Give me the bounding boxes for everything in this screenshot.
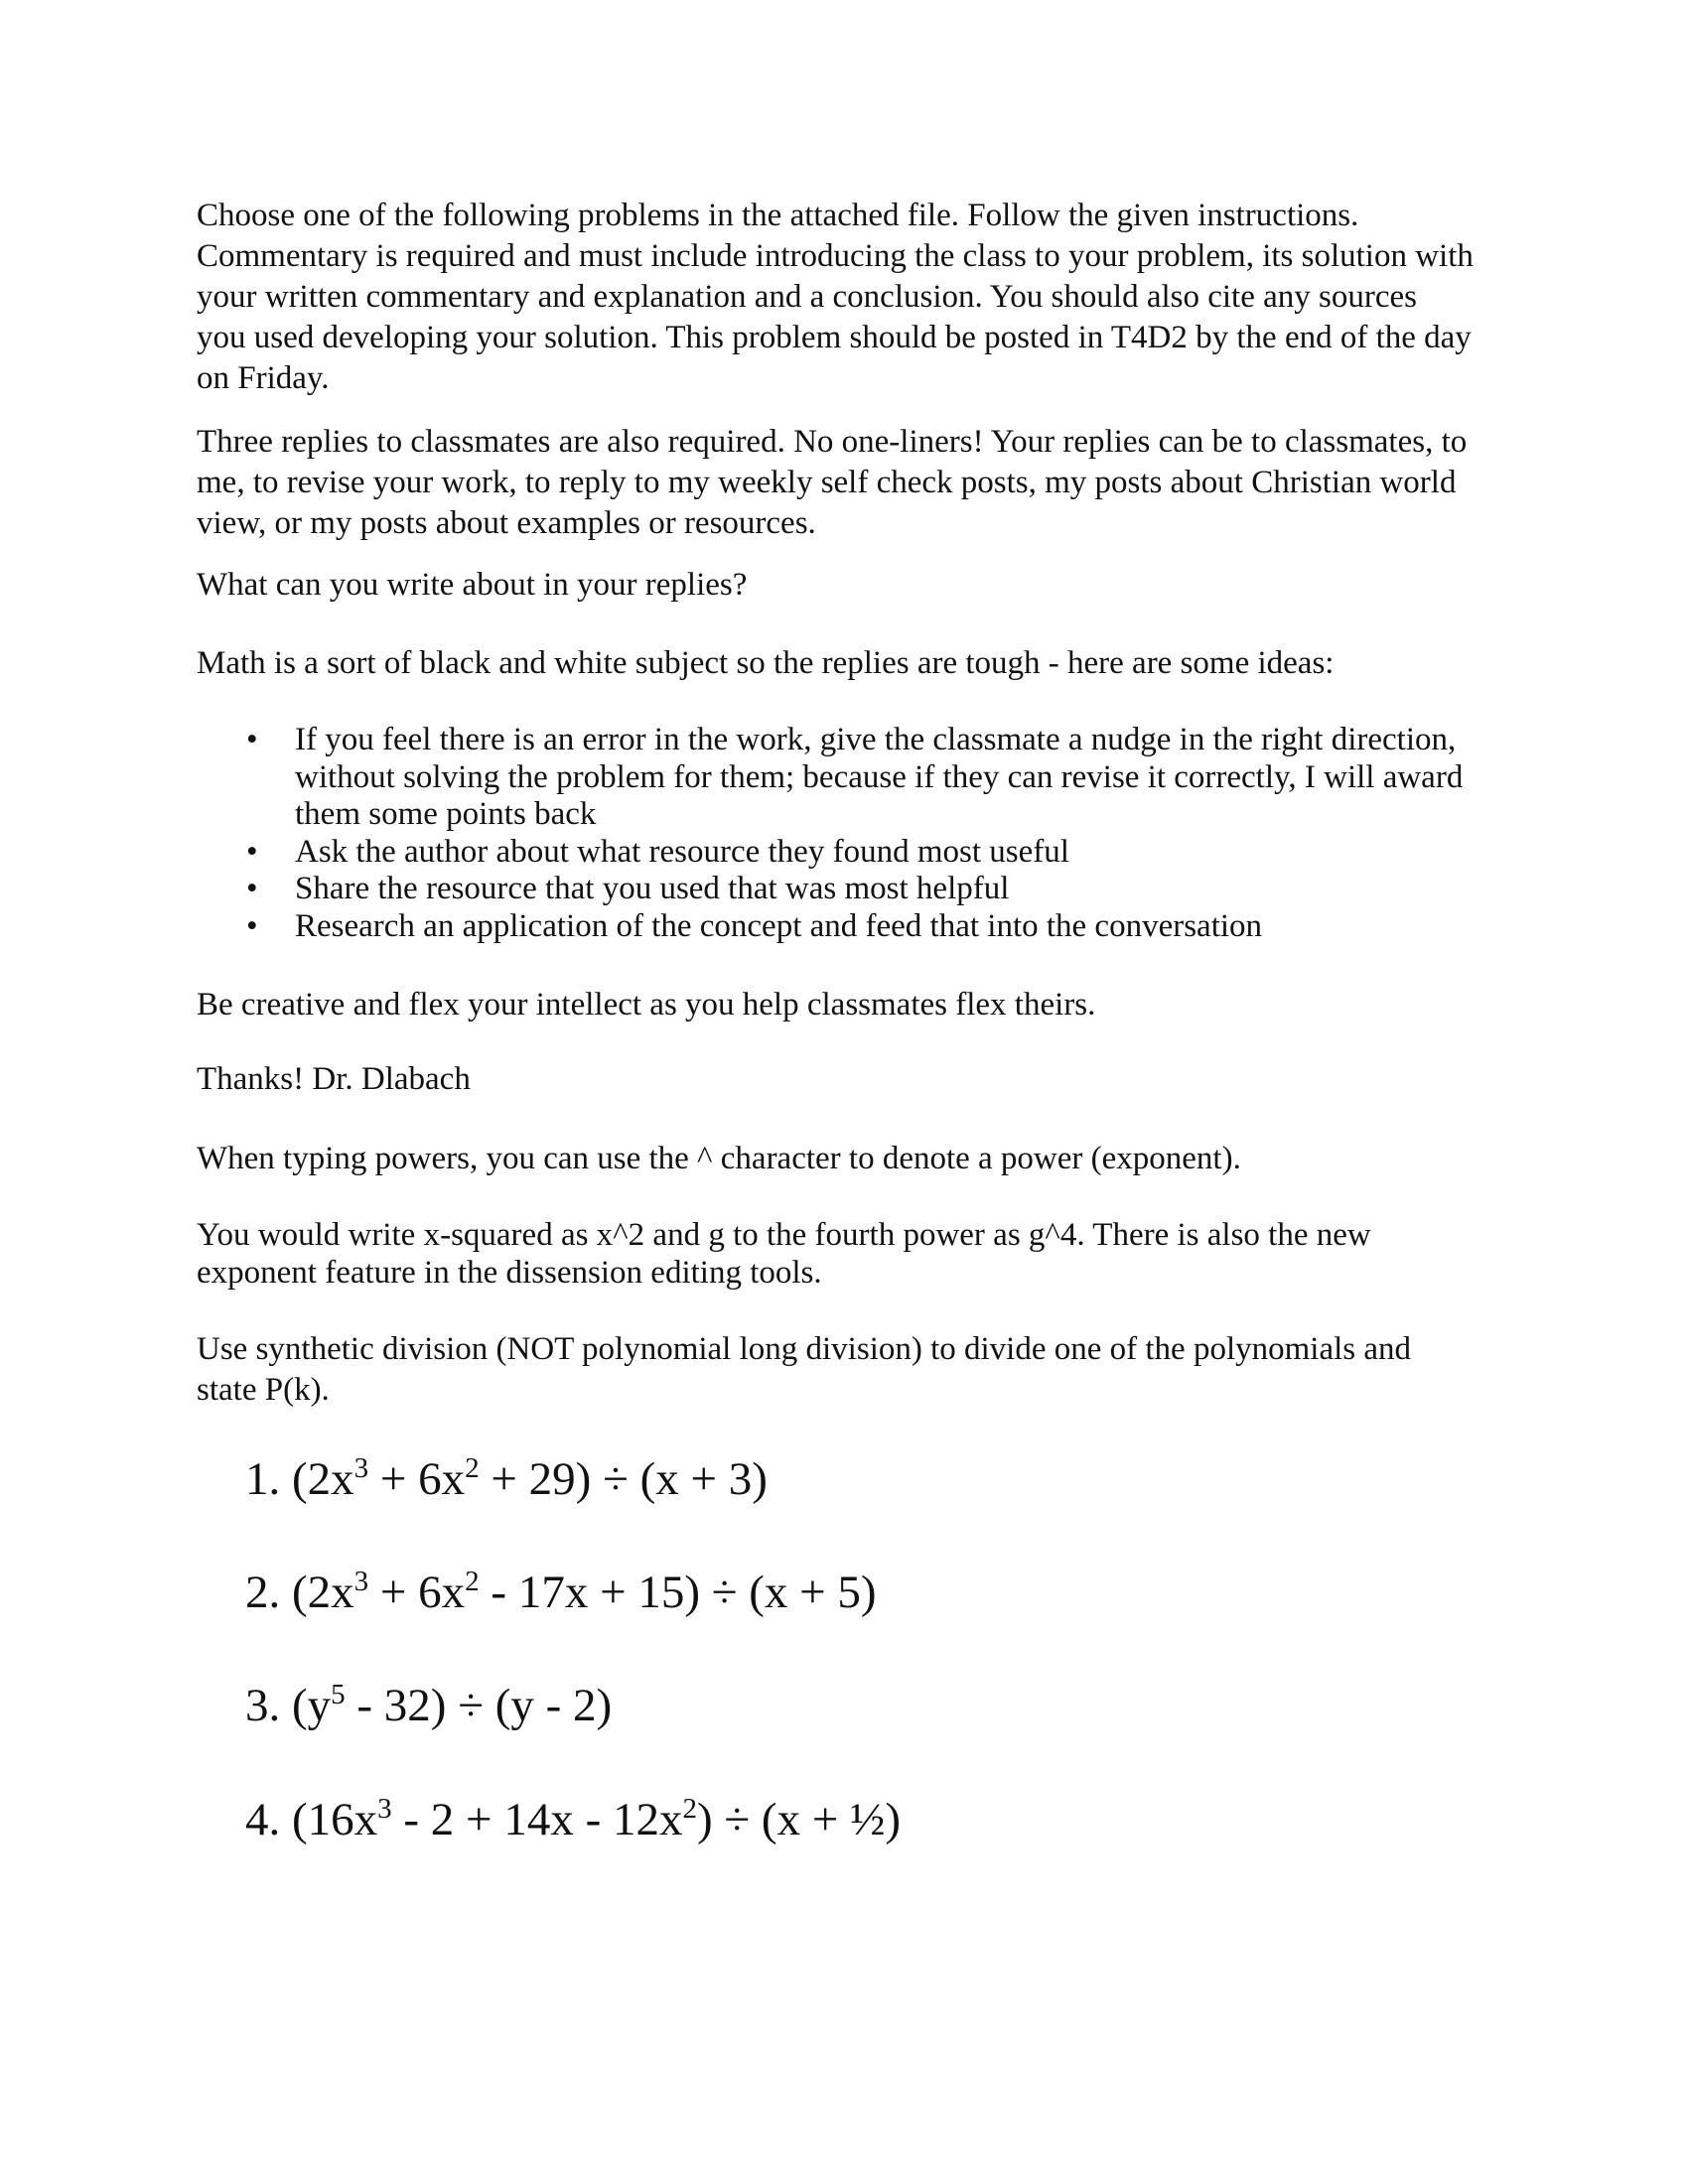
text-line: Ask the author about what resource they found most useful xyxy=(295,833,1069,870)
text-line: Use synthetic division (NOT polynomial long division) to divide one of the polynomials and xyxy=(197,1331,1412,1367)
text-line: your written commentary and explanation and a conclusion. You should also cite any sources xyxy=(197,279,1417,315)
creative-paragraph xyxy=(197,985,1095,1025)
ideas-intro xyxy=(197,643,1334,684)
text-line: exponent feature in the dissension editing tools. xyxy=(197,1254,822,1291)
bullet-icon: • xyxy=(246,833,258,870)
bullet-icon: • xyxy=(246,907,258,944)
expression-text: - 17x + 15) ÷ (x + 5) xyxy=(479,1567,877,1618)
expression-text: 2. (2x xyxy=(245,1567,354,1618)
expression-text: + 6x xyxy=(368,1567,466,1618)
expression-text: 1. (2x xyxy=(245,1453,354,1505)
task-paragraph xyxy=(197,1329,1411,1411)
text-line: me, to revise your work, to reply to my weekly self check posts, my posts about Christian world xyxy=(197,465,1457,500)
text-line: When typing powers, you can use the ^ character to denote a power (exponent). xyxy=(197,1141,1241,1176)
intro-paragraph xyxy=(197,196,1474,399)
bullet-icon: • xyxy=(246,722,258,757)
list-item xyxy=(197,722,1463,834)
expression-text: - 2 + 14x - 12x xyxy=(391,1794,683,1845)
powers-note xyxy=(197,1139,1241,1179)
text-line: What can you write about in your replies? xyxy=(197,567,748,603)
list-item xyxy=(197,834,1463,872)
text-line: If you feel there is an error in the work, give the classmate a nudge in the right direction, xyxy=(295,722,1457,757)
text-line: Research an application of the concept and feed that into the conversation xyxy=(295,907,1263,944)
exponent: 2 xyxy=(465,1566,480,1597)
expression-text: - 32) ÷ (y - 2) xyxy=(345,1680,613,1731)
text-line: Share the resource that you used that was most helpful xyxy=(295,871,1010,906)
exponent: 3 xyxy=(377,1793,392,1825)
exponent: 5 xyxy=(331,1679,346,1710)
exponent: 3 xyxy=(353,1452,369,1484)
example-paragraph xyxy=(197,1217,1371,1292)
expression-text: 4. (16x xyxy=(245,1794,378,1845)
exponent: 2 xyxy=(465,1452,480,1484)
text-line: Commentary is required and must include introducing the class to your problem, its solution with xyxy=(197,238,1474,274)
expression-text: 3. (y xyxy=(245,1680,332,1731)
expression-text: + 6x xyxy=(368,1453,466,1505)
text-line: them some points back xyxy=(295,796,597,832)
text-line: You would write x-squared as x^2 and g to the fourth power as g^4. There is also the new xyxy=(197,1217,1371,1253)
expression-text: ) ÷ (x + ½) xyxy=(696,1794,901,1845)
problem-1 xyxy=(245,1449,768,1509)
problem-4 xyxy=(245,1790,901,1849)
signoff xyxy=(197,1059,471,1100)
problem-2 xyxy=(245,1563,877,1622)
text-line: without solving the problem for them; because if they can revise it correctly, I will award xyxy=(295,758,1464,795)
text-line: on Friday. xyxy=(197,360,330,396)
ideas-list xyxy=(197,722,1463,945)
text-line: you used developing your solution. This problem should be posted in T4D2 by the end of the day xyxy=(197,320,1472,355)
list-item xyxy=(197,871,1463,908)
text-line: Be creative and flex your intellect as you help classmates flex theirs. xyxy=(197,987,1096,1023)
bullet-icon: • xyxy=(246,871,258,906)
text-line: Thanks! Dr. Dlabach xyxy=(197,1061,471,1097)
exponent: 3 xyxy=(353,1566,369,1597)
list-item xyxy=(197,908,1463,946)
problem-3 xyxy=(245,1676,612,1735)
text-line: Choose one of the following problems in the attached file. Follow the given instructions. xyxy=(197,198,1359,233)
exponent: 2 xyxy=(682,1793,697,1825)
text-line: state P(k). xyxy=(197,1372,330,1408)
text-line: Math is a sort of black and white subject so the replies are tough - here are some ideas: xyxy=(197,645,1335,681)
question-paragraph xyxy=(197,565,747,606)
text-line: view, or my posts about examples or resources. xyxy=(197,505,816,541)
replies-paragraph xyxy=(197,422,1467,544)
text-line: Three replies to classmates are also required. No one-liners! Your replies can be to classmates, to xyxy=(197,424,1468,460)
expression-text: + 29) ÷ (x + 3) xyxy=(479,1453,768,1505)
